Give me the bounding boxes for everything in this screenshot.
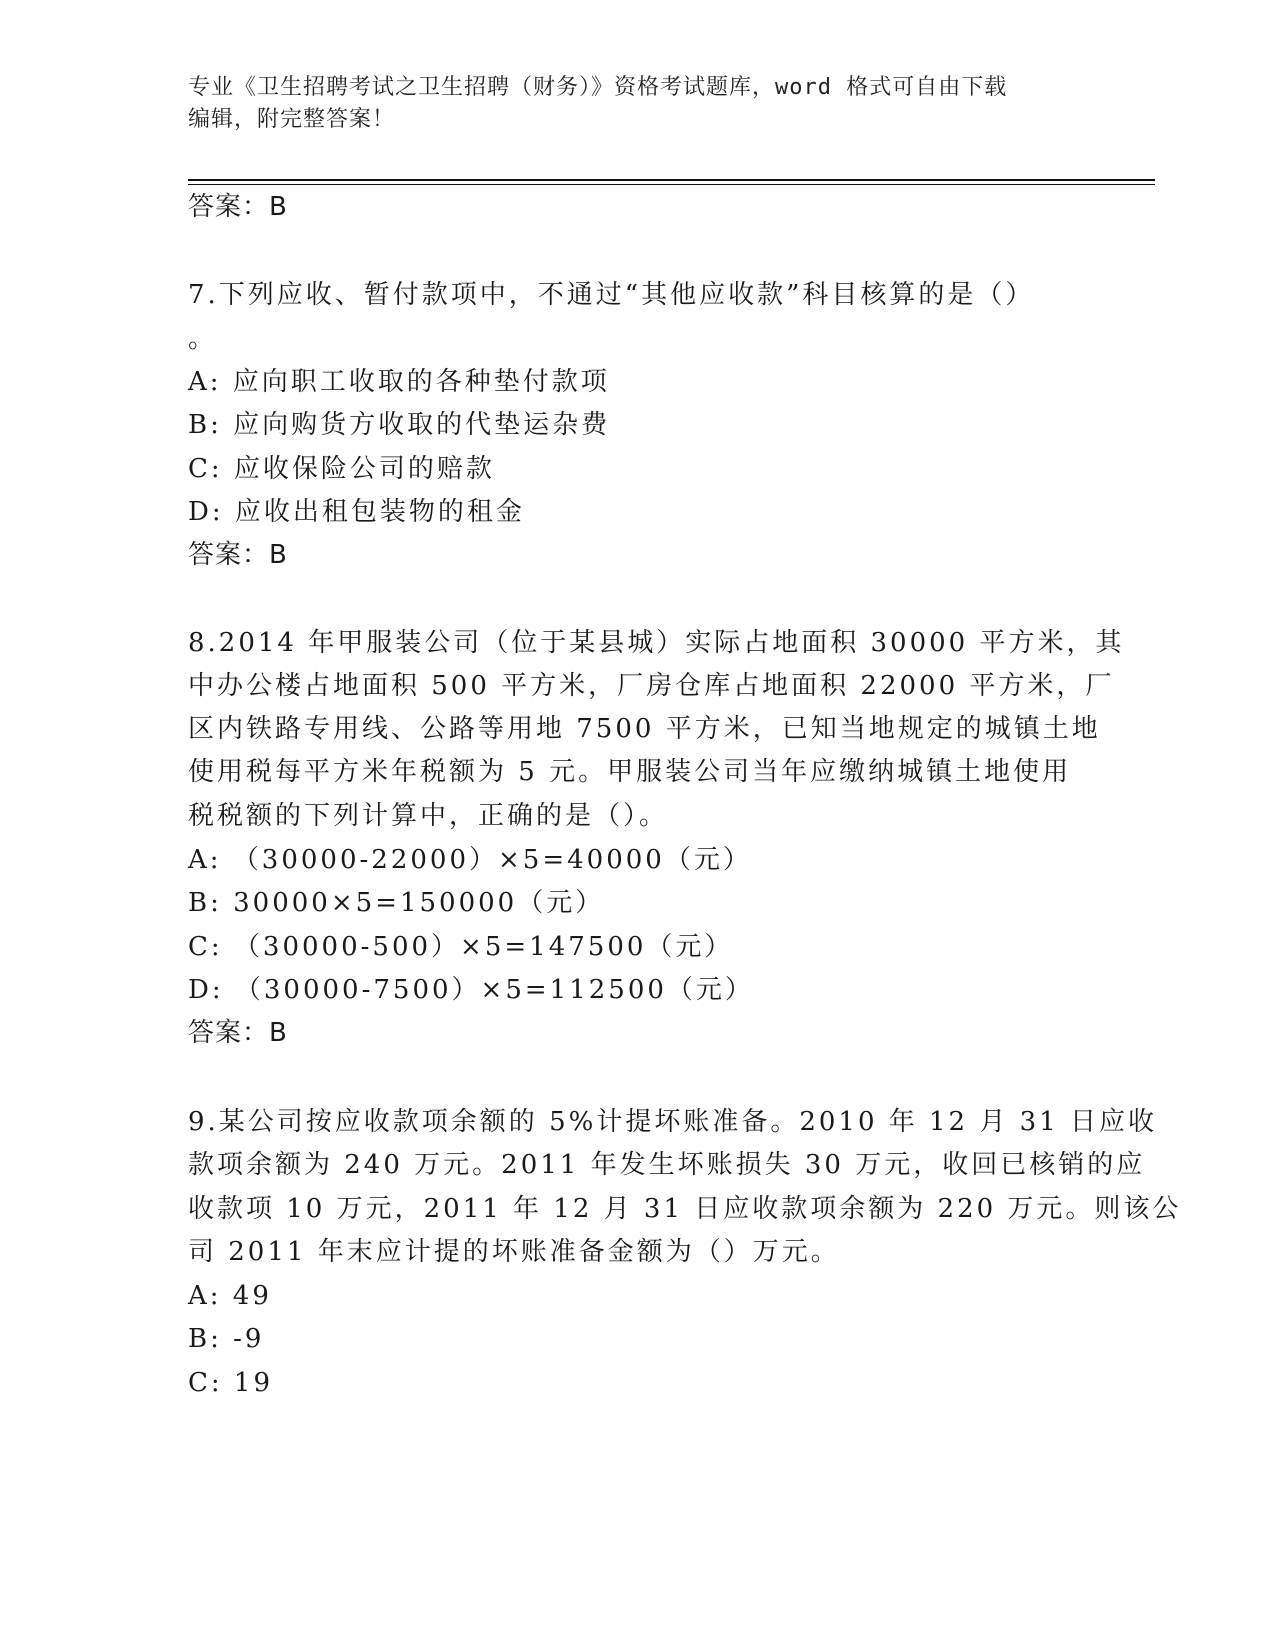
q7-stem-line-2: 。 (188, 324, 218, 354)
header-divider-thin (188, 184, 1155, 185)
header-line-2: 编辑，附完整答案！ (188, 107, 396, 132)
header-line-1: 专业《卫生招聘考试之卫生招聘（财务）》资格考试题库，word 格式可自由下载 (188, 75, 1008, 100)
q8-stem-line-2: 中办公楼占地面积 500 平方米，厂房仓库占地面积 22000 平方米，厂 (188, 671, 1115, 701)
q7-option-d: D: 应收出租包装物的租金 (188, 497, 525, 527)
q7-option-b: B: 应向购货方收取的代垫运杂费 (188, 410, 611, 440)
q9-option-c: C: 19 (188, 1368, 274, 1398)
q7-stem-line-1: 7.下列应收、暂付款项中，不通过“其他应收款”科目核算的是（） (188, 280, 1035, 310)
q8-answer: 答案：B (188, 1018, 288, 1048)
q9-option-a: A: 49 (188, 1281, 272, 1311)
document-header (188, 72, 1088, 136)
q9-option-b: B: -9 (188, 1324, 265, 1354)
q7-option-a: A: 应向职工收取的各种垫付款项 (188, 367, 610, 397)
q9-stem-line-1: 9.某公司按应收款项余额的 5%计提坏账准备。2010 年 12 月 31 日应收 (188, 1107, 1157, 1137)
q9-stem-line-2: 款项余额为 240 万元。2011 年发生坏账损失 30 万元，收回已核销的应 (188, 1150, 1146, 1180)
q9-stem-line-3: 收款项 10 万元，2011 年 12 月 31 日应收款项余额为 220 万元。则该公 (188, 1194, 1182, 1224)
answer-previous: 答案：B (188, 192, 288, 222)
q8-stem-line-4: 使用税每平方米年税额为 5 元。甲服装公司当年应缴纳城镇土地使用 (188, 757, 1072, 787)
q7-answer: 答案：B (188, 540, 288, 570)
q8-option-a: A: （30000-22000）×5=40000（元） (188, 845, 752, 875)
q8-stem-line-5: 税税额的下列计算中，正确的是（）。 (188, 801, 669, 831)
q8-stem-line-3: 区内铁路专用线、公路等用地 7500 平方米，已知当地规定的城镇土地 (188, 714, 1101, 744)
q8-option-c: C: （30000-500）×5=147500（元） (188, 932, 734, 962)
q8-option-d: D: （30000-7500）×5=112500（元） (188, 975, 754, 1005)
q8-stem-line-1: 8.2014 年甲服装公司（位于某县城）实际占地面积 30000 平方米，其 (188, 628, 1125, 658)
q9-stem-line-4: 司 2011 年末应计提的坏账准备金额为（）万元。 (188, 1237, 840, 1267)
header-divider-thick (188, 179, 1155, 181)
q8-option-b: B: 30000×5=150000（元） (188, 888, 605, 918)
q7-option-c: C: 应收保险公司的赔款 (188, 454, 495, 484)
